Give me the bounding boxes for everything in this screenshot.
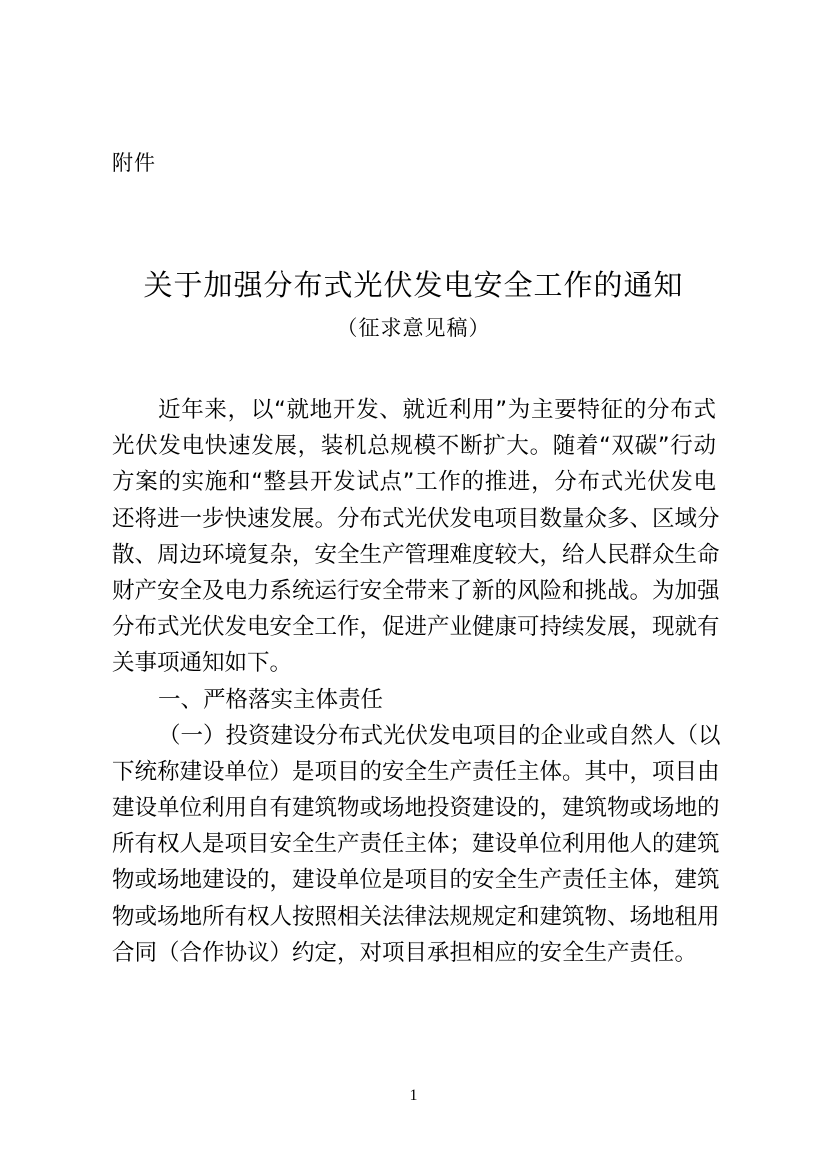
paragraph-2-line-7: 合同（合作协议）约定，对项目承担相应的安全生产责任。 [112, 939, 698, 966]
paragraph-1-line-1: 近年来，以“就地开发、就近利用”为主要特征的分布式 [158, 397, 716, 423]
document-body [112, 392, 721, 971]
paragraph-2-line-2: 下统称建设单位）是项目的安全生产责任主体。其中，项目由 [112, 758, 720, 785]
document-title: 关于加强分布式光伏发电安全工作的通知 [143, 268, 684, 302]
page-number: 1 [409, 1087, 418, 1104]
paragraph-1-line-2: 光伏发电快速发展，装机总规模不断扩大。随着“双碳”行动 [112, 433, 716, 460]
paragraph-2-line-4: 所有权人是项目安全生产责任主体；建设单位利用他人的建筑 [112, 831, 720, 858]
paragraph-1-line-8: 关事项通知如下。 [112, 650, 293, 677]
paragraph-1-line-7: 分布式光伏发电安全工作，促进产业健康可持续发展，现就有 [112, 614, 720, 641]
attachment-label: 附件 [112, 151, 156, 175]
paragraph-2-line-1: （一）投资建设分布式光伏发电项目的企业或自然人（以 [158, 722, 721, 749]
paragraph-1-line-4: 还将进一步快速发展。分布式光伏发电项目数量众多、区域分 [112, 505, 720, 532]
section-heading: 一、严格落实主体责任 [158, 686, 384, 713]
paragraph-2-line-5: 物或场地建设的，建设单位是项目的安全生产责任主体，建筑 [112, 867, 720, 894]
paragraph-2-line-6: 物或场地所有权人按照相关法律法规规定和建筑物、场地租用 [112, 903, 720, 930]
paragraph-1-line-6: 财产安全及电力系统运行安全带来了新的风险和挑战。为加强 [112, 577, 720, 604]
paragraph-1-line-3: 方案的实施和“整县开发试点”工作的推进，分布式光伏发电 [112, 469, 716, 496]
document-subtitle: （征求意见稿） [336, 316, 491, 340]
paragraph-1-line-5: 散、周边环境复杂，安全生产管理难度较大，给人民群众生命 [112, 541, 720, 568]
paragraph-2-line-3: 建设单位利用自有建筑物或场地投资建设的，建筑物或场地的 [112, 795, 720, 822]
